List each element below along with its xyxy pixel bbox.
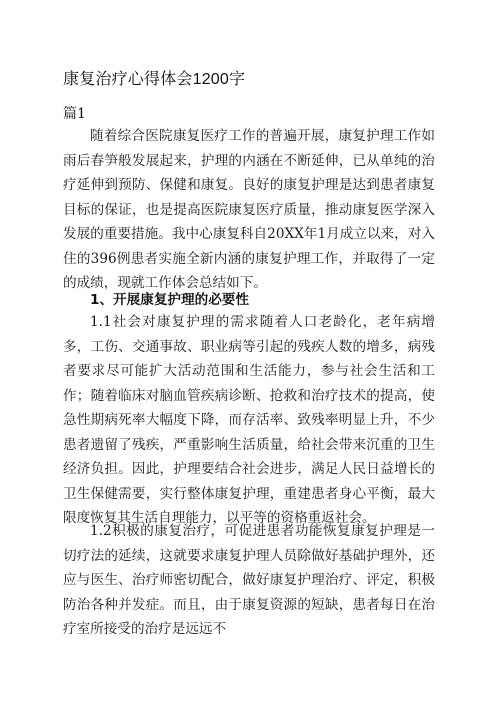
paragraph-1-2: 1.2积极的康复治疗，可促进患者功能恢复康复护理是一切疗法的延续，这就要求康复护理人员除做好基础护理外，还应与医生、治疗师密切配合，做好康复护理治疗、评定，积极防治各种并发症。而且，由于康复资源的短缺，患者每日在治疗室所接受的治疗是远远不 xyxy=(63,523,435,637)
paragraph-1-1: 1.1社会对康复护理的需求随着人口老龄化，老年病增多，工伤、交通事故、职业病等引起的残疾人数的增多，病残者要求尽可能扩大活动范围和生活能力，参与社会生活和工作；随着临床对脑血管疾病诊断、抢救和治疗技术的提高，使急性期病死率大幅度下降，而存活率、致残率明显上升，不少患者遗留了残疾，严重影响生活质量，给社会带来沉重的卫生经济负担。因此，护理要结合社会进步，满足人民日益增长的卫生保健需要，实行整体康复护理，重建患者身心平衡，最大限度恢复其生活自理能力，以平等的资格重返社会。 xyxy=(63,314,435,526)
document-title: 康复治疗心得体会1200字 xyxy=(63,71,246,88)
section-label: 篇1 xyxy=(63,106,86,122)
heading-necessity: 1、开展康复护理的必要性 xyxy=(90,292,249,308)
paragraph-intro: 随着综合医院康复医疗工作的普遍开展，康复护理工作如雨后春笋般发展起来，护理的内涵在不断延伸，已从单纯的治疗延伸到预防、保健和康复。良好的康复护理是达到患者康复目标的保证，也是提高医院康复医疗质量，推动康复医学深入发展的重要措施。我中心康复科自20XX年1月成立以来，对入住的396例患者实施全新内涵的康复护理工作，并取得了一定的成绩，现就工作体会总结如下。 xyxy=(63,128,435,291)
